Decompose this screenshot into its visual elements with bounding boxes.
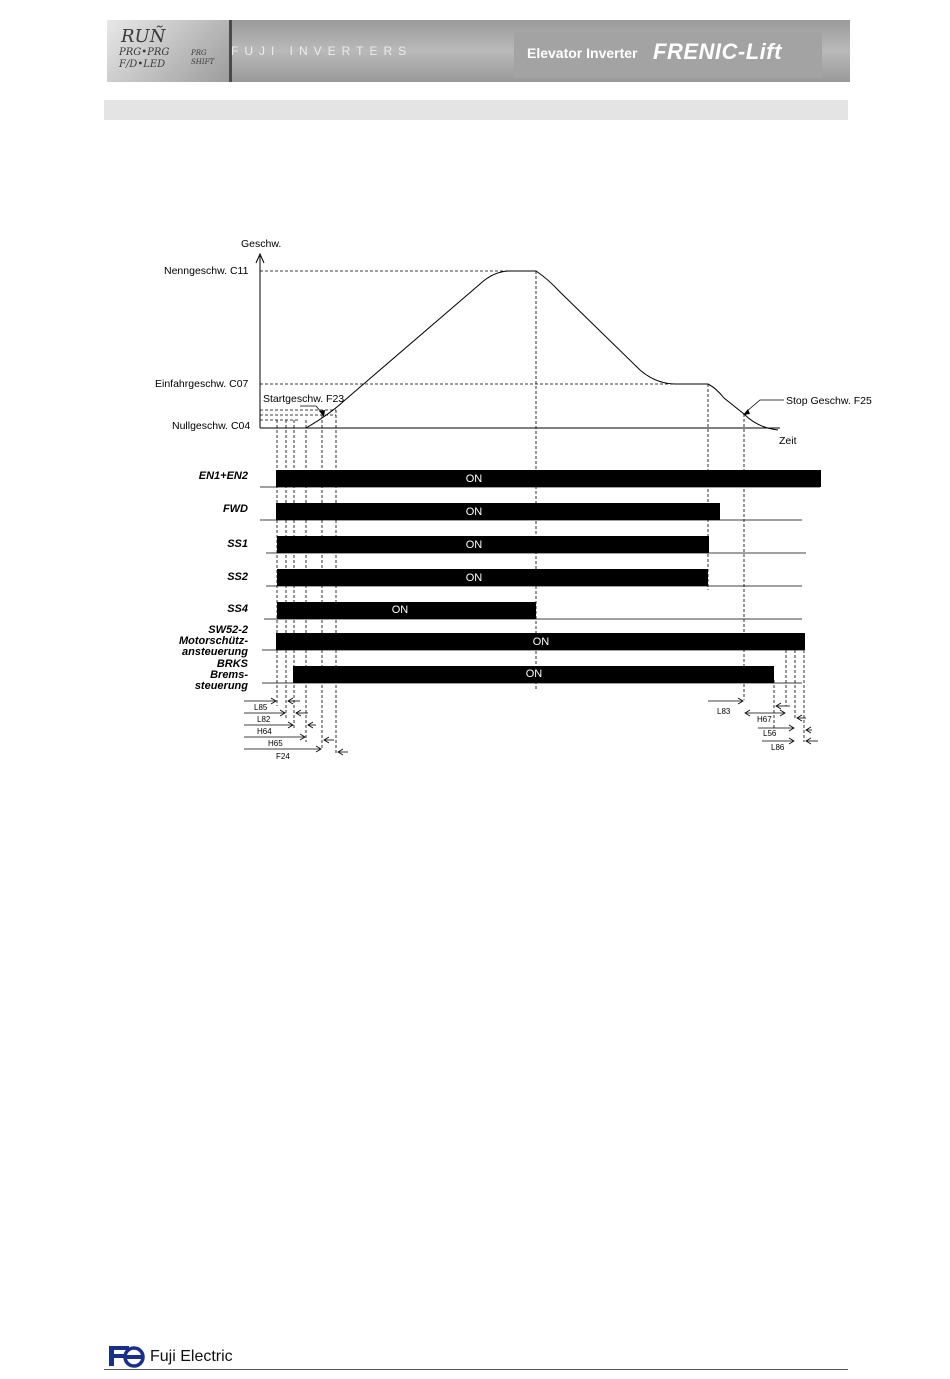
timer-l86: L86 (771, 743, 785, 752)
y-axis-label: Geschw. (241, 238, 282, 250)
timer-h67: H67 (757, 715, 772, 724)
stop-speed-pointer (746, 400, 784, 412)
lcd-line-2: PRG•PRG (119, 47, 170, 58)
signal-label-sw52-1: SW52-2 (208, 624, 248, 636)
signal-label-en1en2: EN1+EN2 (198, 470, 248, 482)
timer-h64: H64 (257, 727, 272, 736)
signal-label-brks-1: BRKS (216, 658, 248, 670)
on-text-ss1: ON (465, 539, 483, 551)
timer-l82: L82 (257, 715, 271, 724)
x-axis-label: Zeit (779, 435, 797, 447)
timer-l85: L85 (254, 703, 268, 712)
lcd-line-1: RUÑ (121, 26, 166, 47)
signal-label-sw52-3: ansteuerung (181, 646, 248, 658)
fuji-logo-icon (107, 1344, 145, 1368)
timer-l83: L83 (717, 707, 731, 716)
on-text-fwd: ON (465, 506, 483, 518)
signal-label-fwd: FWD (222, 503, 248, 515)
signal-label-brks-3: steuerung (194, 680, 248, 692)
on-text-sw52: ON (532, 636, 550, 648)
company-name: Fuji Electric (150, 1348, 233, 1365)
signal-label-ss1: SS1 (227, 538, 248, 550)
on-text-ss2: ON (465, 572, 483, 584)
lcd-line-3: F/D•LED (119, 59, 166, 70)
creep-speed-label: Einfahrgeschw. C07 (155, 378, 249, 390)
timer-h65: H65 (268, 739, 283, 748)
product-label: Elevator Inverter (527, 45, 638, 61)
on-bar-ss1 (277, 536, 709, 553)
on-bar-fwd (276, 503, 720, 520)
on-text-en1en2: ON (465, 473, 483, 485)
speed-curve (260, 271, 778, 430)
on-text-ss4: ON (391, 604, 409, 616)
stop-speed-label: Stop Geschw. F25 (786, 395, 872, 407)
zero-speed-label: Nullgeschw. C04 (172, 420, 251, 432)
footer-line (104, 1369, 848, 1370)
signal-label-sw52-2: Motorschütz- (178, 635, 248, 647)
product-name: FRENIC-Lift (653, 39, 782, 64)
on-text-brks: ON (525, 668, 543, 680)
on-bar-ss2 (277, 569, 708, 586)
lcd-side-2: SHIFT (191, 58, 215, 66)
timer-f24: F24 (276, 752, 290, 761)
start-speed-pointer (300, 406, 322, 413)
signal-label-ss4: SS4 (227, 603, 248, 615)
lcd-side-1: PRG (191, 49, 207, 57)
rated-speed-label: Nenngeschw. C11 (164, 265, 249, 277)
signal-label-ss2: SS2 (227, 571, 248, 583)
timer-l56: L56 (763, 729, 777, 738)
start-speed-label: Startgeschw. F23 (263, 393, 345, 405)
brand-text: FUJI INVERTERS (231, 44, 413, 58)
signal-label-brks-2: Brems- (210, 669, 248, 681)
on-bar-en1en2 (276, 470, 821, 487)
